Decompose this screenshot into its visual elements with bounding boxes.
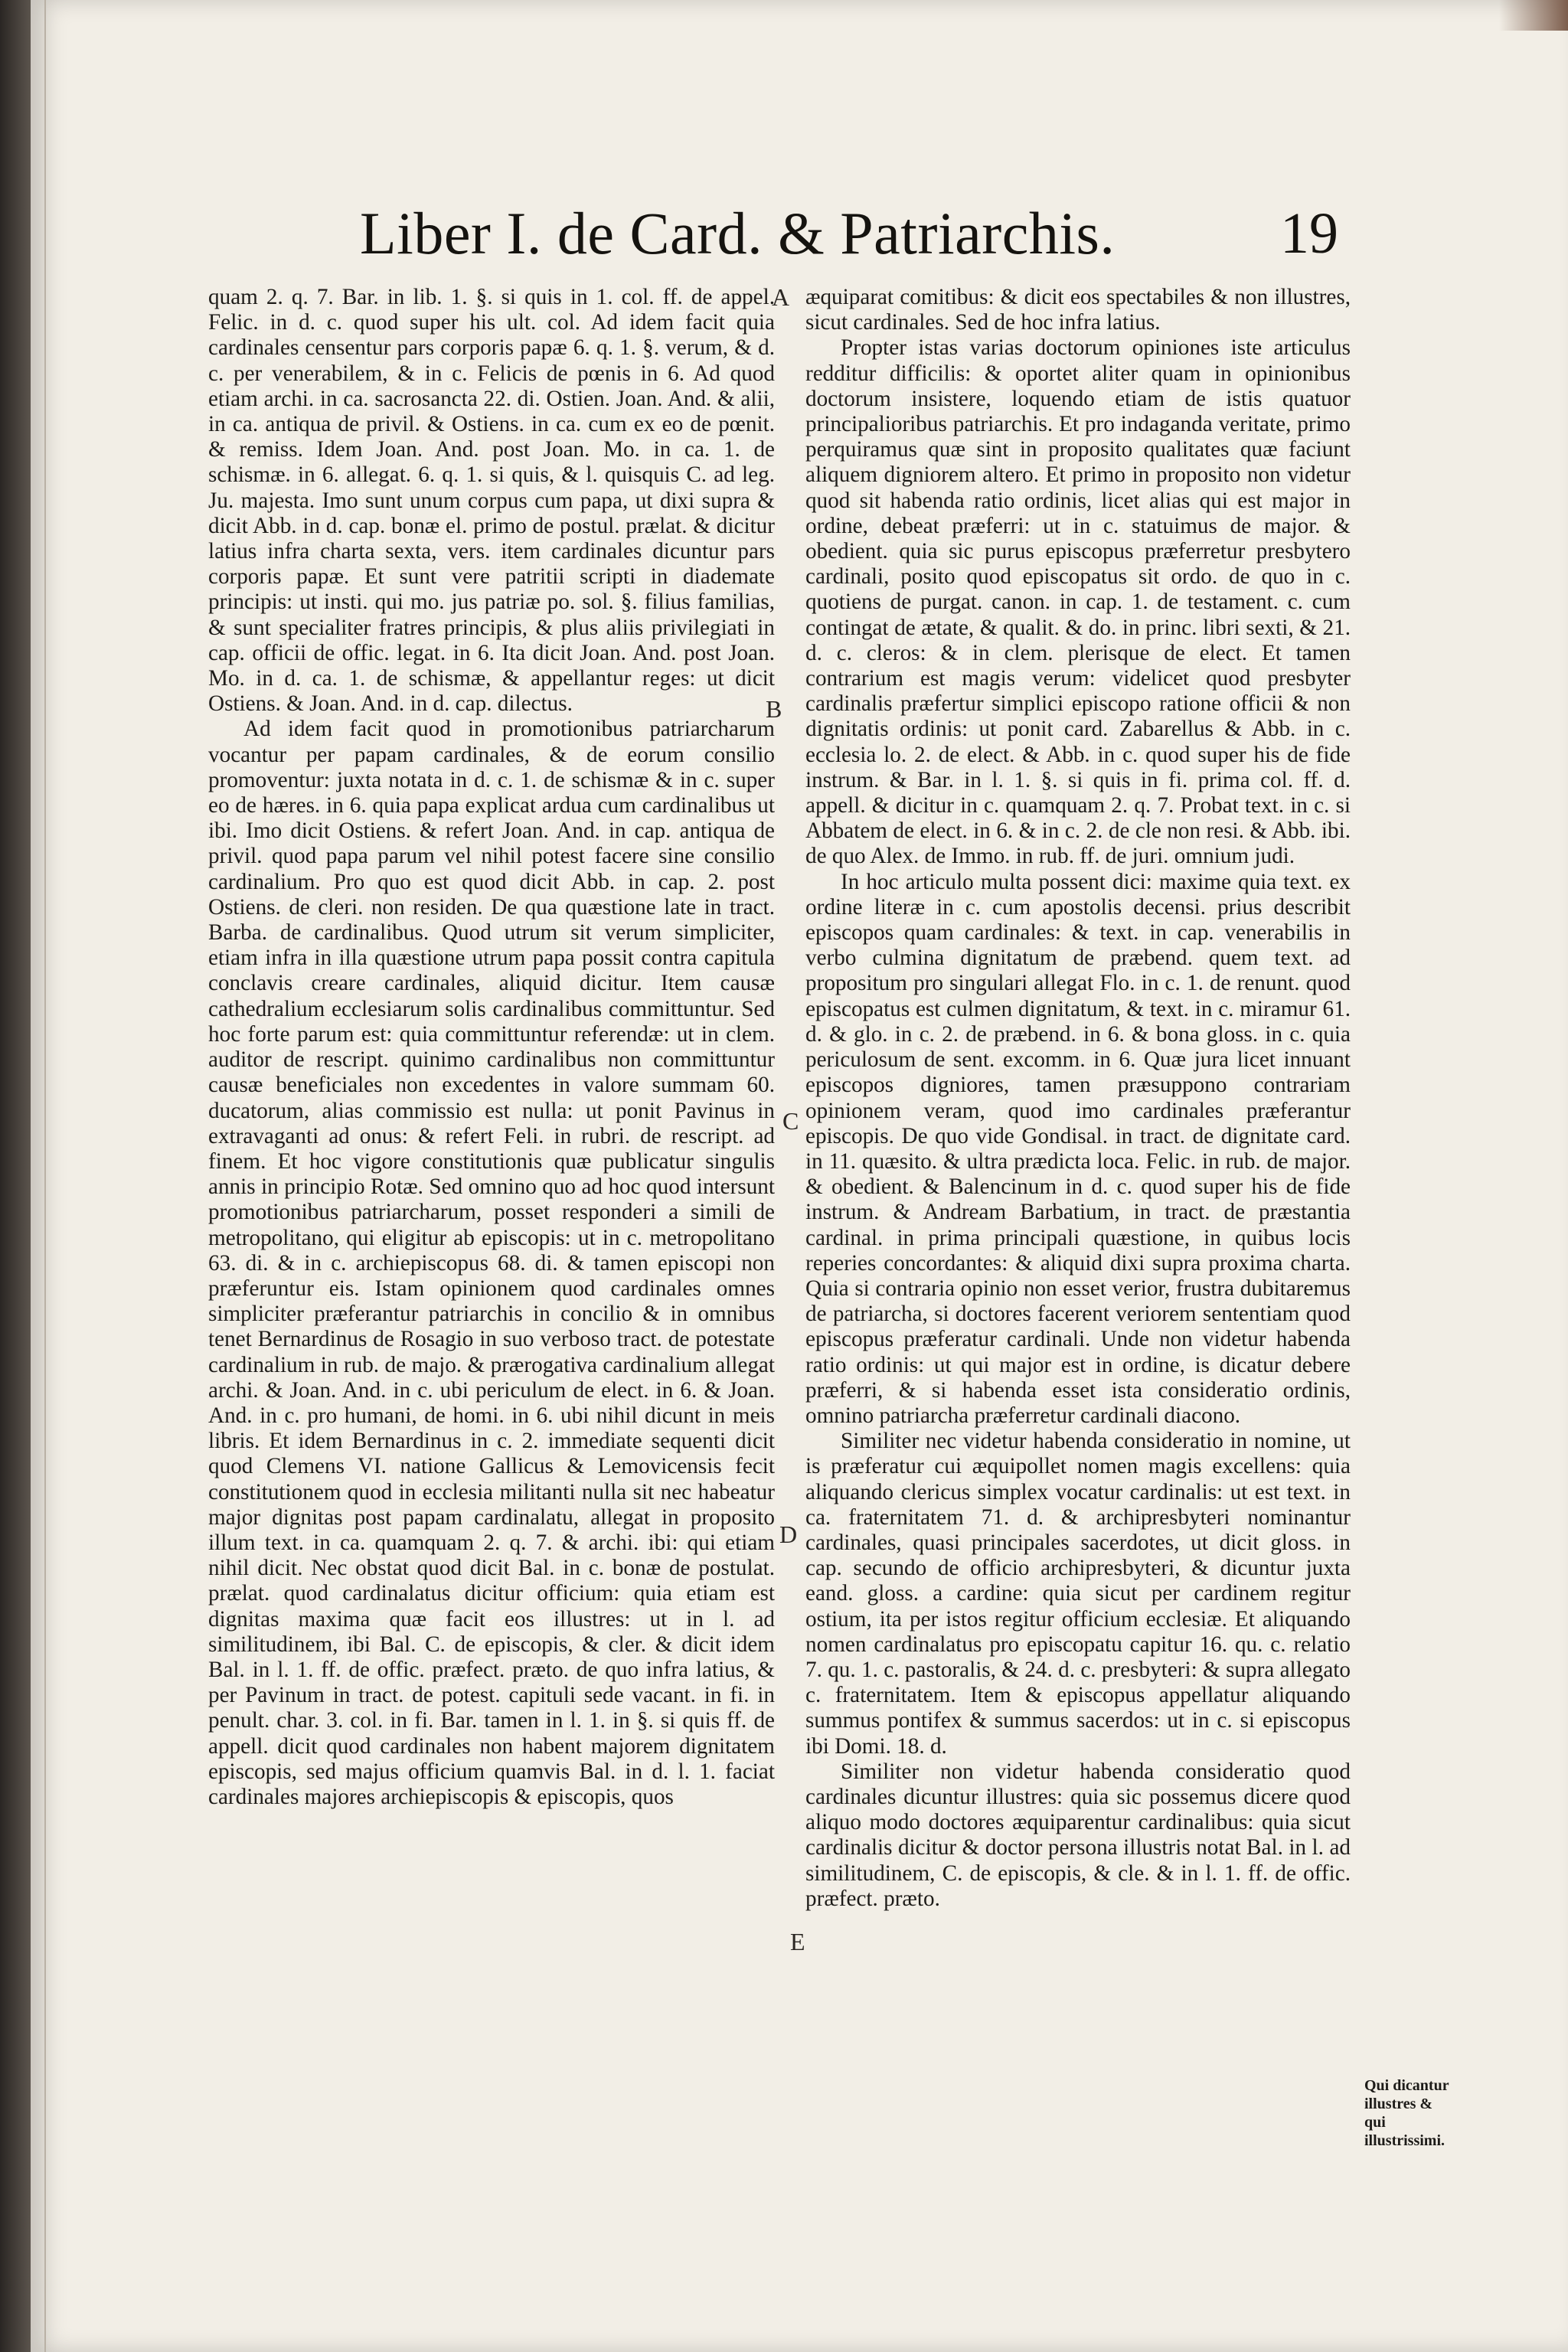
margin-letter-d: D <box>779 1521 798 1548</box>
right-paragraph-2: Propter istas varias doctorum opiniones iste articulus redditur difficilis: & oportet aliter quam in opinionibus doctorum insistere, loquendo etiam de istis quatuor principalioribus patriarchis. Et pro indaganda veritate, primo perquiramus quæ sint in proposito qualitates quæ faciunt aliquem digniorem altero. Et primo in proposito non videtur quod sit habenda ratio ordinis, licet alias qui est major in ordine, debeat præferri: ut in c. statuimus de major. & obedient. quia sic purus episcopus præferretur presbytero cardinali, posito quod episcopatus sit ordo. de quo in c. quotiens de purgat. canon. in cap. 1. de testament. c. cum contingat de ætate, & qualit. & do. in princ. libri sexti, & 21. d. c. cleros: & in clem. plerisque de elect. Et tamen contrarium est magis verum: videlicet quod presbyter cardinalis præfertur simplici episcopo ratione officii & non dignitatis ordinis: ut ponit card. Zabarellus & Abb. in c. ecclesia lo. 2. de elect. & Abb. in c. quod super his de fide instrum. & Bar. in l. 1. §. si quis in fi. prima col. ff. d. appell. & dicitur in c. quamquam 2. q. 7. Probat text. in c. si Abbatem de elect. in 6. & in c. 2. de cle non resi. & Abb. ibi. de quo Alex. de Immo. in rub. ff. de juri. omnium judi. <box>805 335 1351 869</box>
right-column <box>805 285 1351 1912</box>
running-head: Liber I. de Card. & Patriarchis. <box>360 200 1116 266</box>
margin-letter-c: C <box>782 1107 799 1135</box>
page-number: 19 <box>1280 201 1338 266</box>
right-paragraph-4: Similiter nec videtur habenda consideratio in nomine, ut is præferatur cui æquipollet nomen magis excellens: quia aliquando clericus simplex vocatur cardinalis: ut est text. in ca. fraternitatem 71. d. & archipresbyteri nominantur cardinales, quasi principales sacerdotes, ut dicit gloss. in cap. secundo de officio archipresbyteri, & dicuntur juxta eand. gloss. a cardine: quia sicut per cardinem regitur ostium, ita per istos regitur officium ecclesiæ. Et aliquando nomen cardinalatus pro episcopatu capitur 16. qu. c. relatio 7. qu. 1. c. pastoralis, & 24. d. c. presbyteri: & supra allegato c. fraternitatem. Item & episcopus appellatur aliquando summus pontifex & summus sacerdos: ut in c. si episcopus ibi Domi. 18. d. <box>805 1429 1351 1759</box>
book-spine <box>0 0 31 2352</box>
gutter-line <box>44 0 46 2352</box>
right-paragraph-3: In hoc articulo multa possent dici: maxime quia text. ex ordine literæ in c. cum apostolis decensi. prius describit episcopos quam cardinales: & text. in cap. venerabilis in verbo culmina dignitatum de præbend. quem text. ad propositum pro singulari allegat Flo. in c. 1. de renunt. quod episcopatus est culmen dignitatum, & text. in c. miramur 61. d. & glo. in c. 2. de præbend. in 6. & bona gloss. in c. quia periculosum de sent. excomm. in 6. Quæ jura licet innuant episcopos digniores, tamen præsuppono contrariam opinionem veram, quod imo cardinales præferantur episcopis. De quo vide Gondisal. in tract. de dignitate card. in 11. quæsito. & ultra prædicta loca. Felic. in rub. de major. & obedient. & Balencinum in d. c. quod super his de fide instrum. & Andream Barbatium, in tract. de præstantia cardinal. in prima principali quæstione, in quibus locis reperies concordantes: & aliquid dixi supra proxima charta. Quia si contraria opinio non esset verior, frustra dubitaremus de patriarcha, si doctores facerent veriorem sententiam quod episcopus præferatur cardinali. Unde non videtur habenda ratio ordinis: ut qui major est in ordine, is dicatur debere præferri, & si habenda esset ista consideratio ordinis, omnino patriarcha præferretur cardinali diacono. <box>805 869 1351 1428</box>
left-paragraph-1: quam 2. q. 7. Bar. in lib. 1. §. si quis in 1. col. ff. de appel. Felic. in d. c. quod super his ult. col. Ad idem facit quia cardinales censentur pars corporis papæ 6. q. 1. §. verum, & d. c. per venerabilem, & in c. Felicis de pœnis in 6. Ad quod etiam archi. in ca. sacrosancta 22. di. Ostien. Joan. And. & alii, in ca. antiqua de privil. & Ostiens. in ca. cum ex eo de pœnit. & remiss. Idem Joan. And. post Joan. Mo. in ca. 1. de schismæ. in 6. allegat. 6. q. 1. si quis, & l. quisquis C. ad leg. Ju. majesta. Imo sunt unum corpus cum papa, ut dixi supra & dicit Abb. in d. cap. bonæ el. primo de postul. prælat. & dicitur latius infra charta sexta, vers. item cardinales dicuntur pars corporis papæ. Et sunt vere patritii scripti in diademate principis: ut insti. qui mo. jus patriæ po. sol. §. filius familias, & sunt specialiter fratres principis, & plus aliis privilegiati in cap. officii de offic. legat. in 6. Ita dicit Joan. And. post Joan. Mo. in d. ca. 1. de schismæ, & appellantur reges: ut dicit Ostiens. & Joan. And. in d. cap. dilectus. <box>208 285 775 717</box>
margin-letter-b: B <box>766 695 782 723</box>
margin-letter-e: E <box>790 1928 805 1955</box>
left-paragraph-2: Ad idem facit quod in promotionibus patriarcharum vocantur per papam cardinales, & de eorum consilio promoventur: juxta notata in d. c. 1. de schismæ & in c. super eo de hæres. in 6. quia papa explicat ardua cum cardinalibus ut ibi. Imo dicit Ostiens. & refert Joan. And. in cap. antiqua de privil. quod papa parum vel nihil potest facere sine consilio cardinalium. Pro quo est quod dicit Abb. in cap. 2. post Ostiens. de cleri. non residen. De qua quæstione late in tract. Barba. de cardinalibus. Quod utrum sit verum simpliciter, etiam infra in illa quæstione utrum papa possit contra capitula conclavis creare cardinales, aliquid dicitur. Item causæ cathedralium ecclesiarum solis cardinalibus committuntur. Sed hoc forte parum est: quia committuntur referendæ: ut in clem. auditor de rescript. quinimo cardinalibus non committuntur causæ beneficiales non excedentes in valore summam 60. ducatorum, alias commissio est nulla: ut ponit Pavinus in extravaganti ad onus: & refert Feli. in rubri. de rescript. ad finem. Et hoc vigore constitutionis quæ publicatur singulis annis in principio Rotæ. Sed omnino quo ad hoc quod intersunt promotionibus patriarcharum, posset responderi a simili de metropolitano, qui eligitur ab episcopis: ut in c. metropolitano 63. di. & in c. archiepiscopus 68. di. & tamen episcopi non præferuntur eis. Istam opinionem quod cardinales omnes simpliciter præferantur patriarchis in concilio & in omnibus tenet Bernardinus de Rosagio in suo verboso tract. de potestate cardinalium in rub. de majo. & prærogativa cardinalium allegat archi. & Joan. And. in c. ubi periculum de elect. in 6. & Joan. And. in c. pro humani, de homi. in 6. ubi nihil dicunt in meis libris. Et idem Bernardinus in c. 2. immediate sequenti dicit quod Clemens VI. natione Gallicus & Lemovicensis fecit constitutionem quod in ecclesia militanti nulla sit nec habeatur major dignitas post papam cardinalatu, allegat in proposito illum text. in ca. quamquam 2. q. 7. & archi. ibi: qui etiam nihil dicit. Nec obstat quod dicit Bal. in c. bonæ de postulat. prælat. quod cardinalatus dicitur officium: quia etiam est dignitas maxima quæ facit eos illustres: ut in l. ad similitudinem, ibi Bal. C. de episcopis, & cler. & dicit idem Bal. in l. 1. ff. de offic. præfect. præto. de quo infra latius, & per Pavinum in tract. de potest. capituli sede vacant. in fi. in penult. char. 3. col. in fi. Bar. tamen in l. 1. in §. si quis ff. de appell. dicit quod cardinales non habent majorem dignitatem episcopis, sed majus officium quamvis Bal. in d. l. 1. faciat cardinales majores archiepiscopis & episcopis, quos <box>208 717 775 1809</box>
margin-note: Qui dicantur illustres & qui illustrissimi. <box>1364 2077 1449 2149</box>
left-column <box>208 285 775 1810</box>
facing-page-corner <box>1499 0 1568 31</box>
right-paragraph-5: Similiter non videtur habenda consideratio quod cardinales dicuntur illustres: quia sic possemus dicere quod aliquo modo doctores æquiparentur cardinalibus: quia sicut cardinalis dicitur & doctor persona illustris notat Bal. in l. ad similitudinem, C. de episcopis, & cle. & in l. 1. ff. de offic. præfect. præto. <box>805 1759 1351 1911</box>
right-paragraph-1: æquiparat comitibus: & dicit eos spectabiles & non illustres, sicut cardinales. Sed de hoc infra latius. <box>805 285 1351 335</box>
margin-letter-a: A <box>772 283 790 311</box>
